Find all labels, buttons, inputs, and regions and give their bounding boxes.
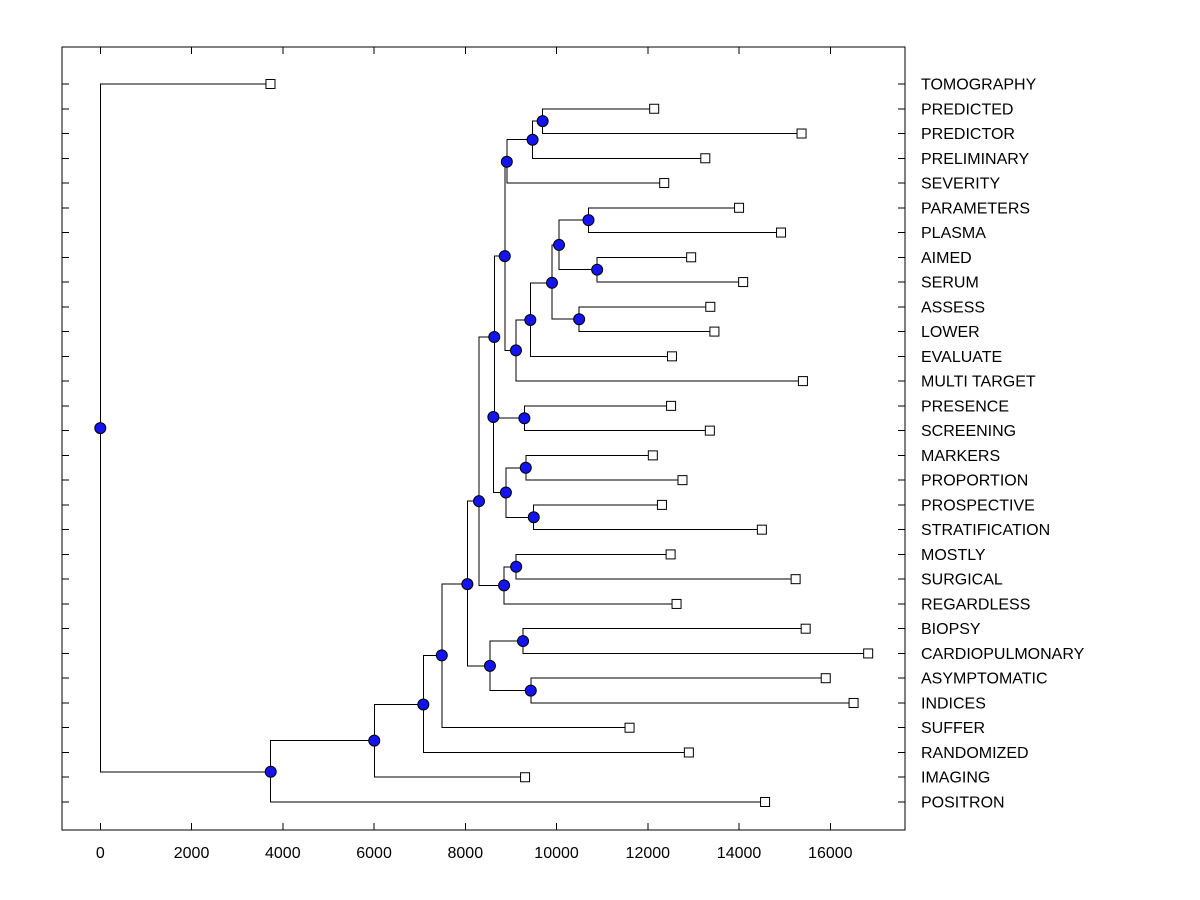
- leaf-square: [798, 377, 807, 386]
- leaf-label: PLASMA: [921, 225, 986, 243]
- x-tick-label: 12000: [625, 845, 671, 862]
- leaf-label: IMAGING: [921, 769, 991, 787]
- leaf-square: [849, 698, 858, 707]
- x-tick-label: 2000: [173, 845, 210, 862]
- leaf-label: SERUM: [921, 274, 979, 292]
- internal-node-dot: [511, 561, 522, 572]
- leaf-square: [777, 228, 786, 237]
- leaf-label: MULTI TARGET: [921, 373, 1036, 391]
- leaf-label: INDICES: [921, 695, 986, 713]
- leaf-label: SEVERITY: [921, 175, 1001, 193]
- internal-node-dot: [583, 215, 594, 226]
- internal-node-dot: [369, 735, 380, 746]
- leaf-square: [667, 401, 676, 410]
- leaf-label: BIOPSY: [921, 621, 981, 639]
- leaf-square: [625, 723, 634, 732]
- leaf-square: [650, 104, 659, 113]
- leaf-label: TOMOGRAPHY: [921, 76, 1037, 94]
- internal-node-dot: [501, 156, 512, 167]
- internal-node-dot: [518, 636, 529, 647]
- leaf-label: CARDIOPULMONARY: [921, 645, 1085, 663]
- leaf-label: REGARDLESS: [921, 596, 1031, 614]
- leaf-square: [791, 575, 800, 584]
- internal-node-dot: [528, 512, 539, 523]
- internal-node-dot: [510, 345, 521, 356]
- leaf-square: [521, 773, 530, 782]
- leaf-label: RANDOMIZED: [921, 744, 1029, 762]
- internal-node-dot: [546, 277, 557, 288]
- internal-node-dot: [525, 685, 536, 696]
- leaf-label: MOSTLY: [921, 546, 986, 564]
- leaf-label: SUFFER: [921, 720, 985, 738]
- leaf-square: [705, 426, 714, 435]
- leaf-label: PARAMETERS: [921, 200, 1031, 218]
- leaf-label: AIMED: [921, 249, 972, 267]
- leaf-label: PROPORTION: [921, 472, 1029, 490]
- leaf-square: [666, 550, 675, 559]
- internal-node-dot: [537, 116, 548, 127]
- leaf-label: SCREENING: [921, 423, 1017, 441]
- x-tick-label: 16000: [808, 845, 853, 862]
- leaf-square: [761, 798, 770, 807]
- internal-node-dot: [489, 332, 500, 343]
- internal-node-dot: [418, 699, 429, 710]
- leaf-square: [735, 203, 744, 212]
- leaf-square: [701, 154, 710, 163]
- leaf-label: PROSPECTIVE: [921, 497, 1035, 515]
- x-tick-label: 6000: [356, 845, 392, 862]
- leaf-square: [821, 674, 830, 683]
- internal-node-dot: [484, 660, 495, 671]
- internal-node-dot: [473, 496, 484, 507]
- leaf-square: [687, 253, 696, 262]
- leaf-square: [710, 327, 719, 336]
- internal-node-dot: [525, 314, 536, 325]
- internal-node-dot: [462, 579, 473, 590]
- leaf-square: [757, 525, 766, 534]
- x-tick-label: 10000: [534, 845, 579, 862]
- internal-node-dot: [574, 314, 585, 325]
- internal-node-dot: [500, 487, 511, 498]
- leaf-square: [657, 500, 666, 509]
- x-tick-label: 4000: [265, 845, 301, 862]
- leaf-label: LOWER: [921, 324, 980, 342]
- leaf-label: MARKERS: [921, 447, 1001, 465]
- internal-node-dot: [499, 580, 510, 591]
- internal-node-dot: [95, 423, 106, 434]
- leaf-label: ASSESS: [921, 299, 986, 317]
- leaf-label: EVALUATE: [921, 348, 1003, 366]
- x-tick-label: 8000: [447, 845, 484, 862]
- leaf-label: STRATIFICATION: [921, 522, 1051, 540]
- internal-node-dot: [265, 766, 276, 777]
- x-tick-label: 0: [95, 845, 105, 862]
- x-tick-label: 14000: [716, 845, 762, 862]
- leaf-label: PREDICTOR: [921, 126, 1015, 144]
- leaf-square: [706, 302, 715, 311]
- leaf-square: [648, 451, 657, 460]
- leaf-label: SURGICAL: [921, 571, 1003, 589]
- leaf-square: [667, 352, 676, 361]
- internal-node-dot: [499, 251, 510, 262]
- leaf-label: PRELIMINARY: [921, 150, 1030, 168]
- internal-node-dot: [520, 462, 531, 473]
- internal-node-dot: [436, 650, 447, 661]
- leaf-square: [739, 278, 748, 287]
- internal-node-dot: [519, 413, 530, 424]
- leaf-square: [678, 476, 687, 485]
- leaf-label: POSITRON: [921, 794, 1005, 812]
- leaf-square: [266, 80, 275, 89]
- leaf-square: [797, 129, 806, 138]
- internal-node-dot: [527, 134, 538, 145]
- leaf-square: [801, 624, 810, 633]
- leaf-square: [864, 649, 873, 658]
- leaf-square: [684, 748, 693, 757]
- leaf-label: PREDICTED: [921, 101, 1014, 119]
- internal-node-dot: [488, 412, 499, 423]
- leaf-square: [660, 179, 669, 188]
- leaf-label: ASYMPTOMATIC: [921, 670, 1048, 688]
- internal-node-dot: [592, 264, 603, 275]
- leaf-square: [672, 599, 681, 608]
- leaf-label: PRESENCE: [921, 398, 1010, 416]
- internal-node-dot: [554, 239, 565, 250]
